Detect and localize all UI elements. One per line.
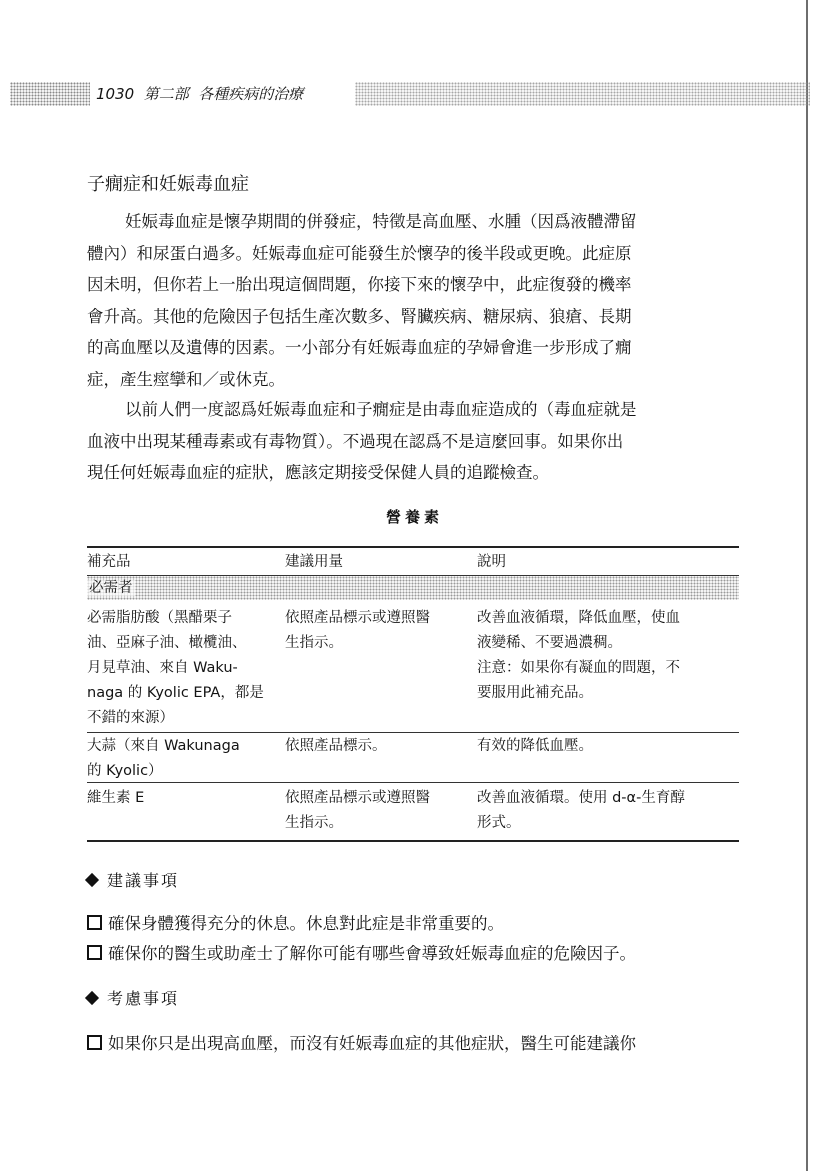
row1-notes-line: 注意：如果你有凝血的問題，不 [477,660,680,676]
table-header-row [87,546,739,574]
row-rule [87,732,739,733]
row1-supplement [87,606,279,731]
table-bottom-rule [87,840,739,842]
row3-notes-line: 形式。 [477,815,521,831]
row1-dosage [285,606,473,656]
p1-line-4: 會升高。其他的危險因子包括生產次數多、腎臟疾病、糖尿病、狼瘡、長期 [87,306,632,326]
header-notes: 說明 [477,554,506,570]
row2-supplement [87,734,279,784]
p2-line-2: 血液中出現某種毒素或有毒物質）。不過現在認爲不是這麼回事。如果你出 [87,431,624,451]
p1-line-3: 因未明，但你若上一胎出現這個問題，你接下來的懷孕中，此症復發的機率 [87,275,632,294]
page-edge-rule [806,0,808,1171]
list-item [87,910,747,934]
list-item [87,940,747,964]
row1-notes-line: 液變稀、不要過濃稠。 [477,635,622,651]
table-title: 營養素 [385,508,443,526]
p2-line-3: 現任何妊娠毒血症的症狀，應該定期接受保健人員的追蹤檢查。 [87,463,549,482]
row2-dosage [285,734,473,759]
row1-dosage-line: 依照產品標示或遵照醫 [285,610,430,626]
row1-notes-line: 要服用此補充品。 [477,685,593,701]
p2-line-1: 以前人們一度認爲妊娠毒血症和子癇症是由毒血症造成的（毒血症就是 [125,400,637,419]
list-item-text: 如果你只是出現高血壓，而沒有妊娠毒血症的其他症狀，醫生可能建議你 [108,1034,636,1053]
list-item [87,1030,747,1054]
group-label: 必需者 [89,580,133,596]
paragraph-1 [87,206,742,395]
row1-dosage-line: 生指示。 [285,635,343,651]
running-header [10,82,810,106]
row2-notes [477,734,739,759]
considerations-heading-text: 考慮事項 [107,989,180,1008]
row1-supplement-line: 不錯的來源） [87,710,174,726]
row1-supplement-line: 必需脂肪酸（黑醋栗子 [87,610,232,626]
paragraph-2 [87,394,742,489]
list-item-text: 確保身體獲得充分的休息。休息對此症是非常重要的。 [108,914,504,933]
row3-dosage-line: 生指示。 [285,815,343,831]
row2-dosage-line: 依照產品標示。 [285,738,387,754]
recommendations-heading [87,868,179,891]
row3-supplement-line: 維生素 E [87,790,145,806]
checkbox-icon [87,1035,102,1050]
header-supplement: 補充品 [87,554,131,570]
checkbox-icon [87,915,102,930]
header-dot-pattern-right [355,82,810,106]
group-band [87,576,739,600]
p1-line-2: 體內）和尿蛋白過多。妊娠毒血症可能發生於懷孕的後半段或更晚。此症原 [87,243,632,263]
row2-notes-line: 有效的降低血壓。 [477,738,593,754]
section-title: 子癇症和妊娠毒血症 [87,174,249,195]
diamond-bullet-icon [85,873,99,887]
row1-supplement-line: naga 的 Kyolic EPA，都是 [87,685,264,701]
p1-line-5: 的高血壓以及遺傳的因素。一小部分有妊娠毒血症的孕婦會進一步形成了癇 [87,338,632,357]
row1-supplement-line: 月見草油、來自 Waku- [87,660,238,676]
row3-dosage [285,786,473,836]
p1-line-6: 症，產生痙攣和／或休克。 [87,369,285,389]
page-number: 1030 [96,85,135,103]
row3-notes [477,786,739,836]
checkbox-icon [87,945,102,960]
row-rule [87,782,739,783]
row1-notes [477,606,739,706]
header-dosage: 建議用量 [285,554,343,570]
row3-notes-line: 改善血液循環。使用 d-α-生育醇 [477,790,685,806]
list-item-text: 確保你的醫生或助產士了解你可能有哪些會導致妊娠毒血症的危險因子。 [108,944,636,963]
row1-notes-line: 改善血液循環，降低血壓，使血 [477,610,680,626]
p1-line-1: 妊娠毒血症是懷孕期間的併發症，特徵是高血壓、水腫（因爲液體滯留 [125,212,637,231]
header-part: 第二部 [143,85,189,103]
diamond-bullet-icon [85,991,99,1005]
row1-supplement-line: 油、亞麻子油、橄欖油、 [87,635,247,651]
row3-supplement [87,786,279,811]
row3-dosage-line: 依照產品標示或遵照醫 [285,790,430,806]
recommendations-heading-text: 建議事項 [107,871,180,890]
row2-supplement-line: 大蒜（來自 Wakunaga [87,738,240,754]
header-title: 各種疾病的治療 [198,85,304,103]
considerations-heading [87,986,179,1009]
header-text [92,83,307,104]
header-dot-pattern-left [10,82,90,106]
row2-supplement-line: 的 Kyolic） [87,763,163,779]
